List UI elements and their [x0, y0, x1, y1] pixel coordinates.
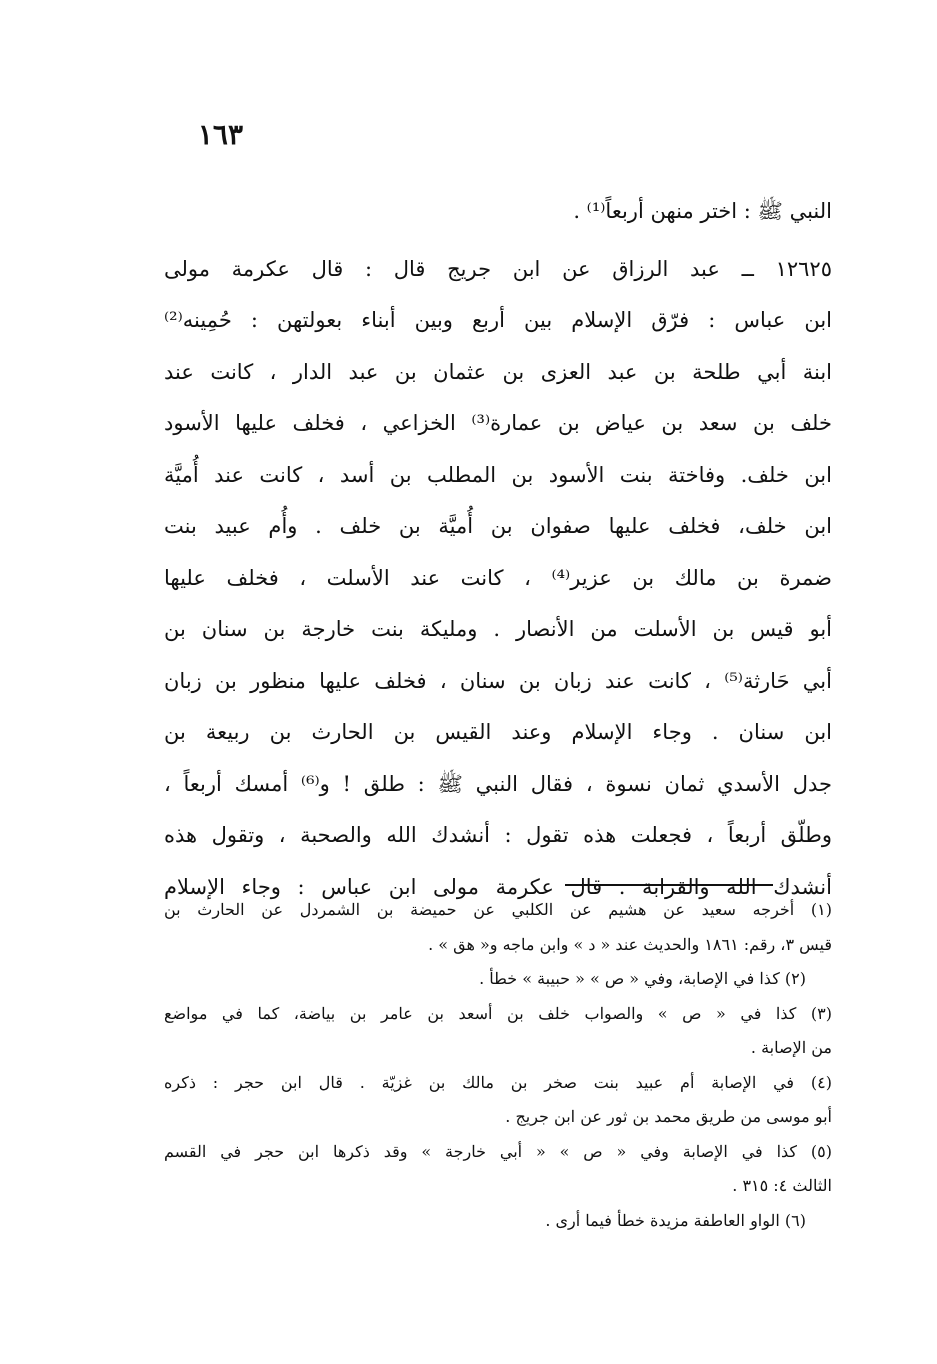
footnote-line: أبو موسى من طريق محمد بن ثور عن ابن جريج . — [505, 1107, 832, 1126]
text-line: خلف بن سعد بن عياض بن عمارة⁽³⁾ الخزاعي ، فخلف عليها الأسود — [164, 411, 832, 435]
text-line: ابنة أبي طلحة بن عبد العزى بن عثمان بن عبد الدار ، كانت عند — [164, 359, 832, 384]
footnote-3 — [164, 997, 832, 1066]
text-line: ابن سنان . وجاء الإسلام وعند القيس بن الحارث بن ربيعة بن — [164, 720, 832, 744]
footnotes-block — [164, 893, 832, 1238]
footnote-divider — [565, 884, 773, 886]
text-line: ضمرة بن مالك بن عزير⁽⁴⁾ ، كانت عند الأسلت ، فخلف عليها — [164, 565, 832, 590]
footnote-4 — [164, 1066, 832, 1135]
text-line: وطلّق أربعاً ، فجعلت هذه تقول : أنشدك الله والصحبة ، وتقول هذه — [164, 823, 832, 847]
text-line: ابن عباس : فرّق الإسلام بين أربع وبين أبناء بعولتهن : حُمِينه⁽²⁾ — [164, 308, 832, 332]
footnote-5 — [164, 1135, 832, 1204]
footnote-line: (٣) كذا في « ص » والصواب خلف بن أسعد بن عامر بن بياضة، كما في مواضع — [164, 1003, 832, 1023]
text-line: ابن خلف، فخلف عليها صفوان بن أُميَّة بن خلف . وأُم عبيد بنت — [164, 514, 832, 538]
footnote-line: من الإصابة . — [750, 1038, 832, 1057]
footnote-line: الثالث ٤: ٣١٥ . — [732, 1176, 832, 1195]
page-number: ١٦٣ — [197, 118, 243, 151]
text-line: أبو قيس بن الأسلت من الأنصار . ومليكة بنت خارجة بن سنان بن — [164, 617, 832, 641]
footnote-line: (١) أخرجه سعيد عن هشيم عن الكلبي عن حميضة بن الشمردل عن الحارث بن — [164, 900, 832, 919]
footnote-line: قيس ٣، رقم: ١٨٦١ والحديث عند « د » وابن ماجه و« هق » . — [428, 934, 832, 954]
text-line: جدل الأسدي ثمان نسوة ، فقال النبي ﷺ : طلق ! و⁽⁶⁾ أمسك أربعاً ، — [164, 771, 832, 796]
text-line: ابن خلف. وفاختة بنت الأسود بن المطلب بن أسد ، كانت عند أُميَّة — [164, 462, 832, 487]
text-line: أنشدك الله والقرابة . قال عكرمة مولى ابن عباس : وجاء الإسلام — [164, 874, 832, 899]
footnote-2 — [164, 962, 832, 997]
footnote-line: (٤) في الإصابة أم عبيد بنت صخر بن مالك بن غزيّة . قال ابن حجر : ذكره — [164, 1072, 832, 1092]
footnote-line: (٥) كذا في الإصابة وفي « ص » « أبي خارجة » وقد ذكرها ابن حجر في القسم — [164, 1141, 832, 1161]
footnote-line: (٦) الواو العاطفة مزيدة خطأ فيما أرى . — [545, 1210, 806, 1230]
footnote-1 — [164, 893, 832, 962]
main-text-block — [164, 186, 832, 913]
text-line: النبي ﷺ : اختر منهن أربعاً⁽¹⁾ . — [573, 199, 832, 223]
footnote-6 — [164, 1204, 832, 1239]
text-line: ١٢٦٢٥ ــ عبد الرزاق عن ابن جريج قال : قال عكرمة مولى — [164, 256, 832, 281]
text-line: أبي حَارثة⁽⁵⁾ ، كانت عند زبان بن سنان ، فخلف عليها منظور بن زبان — [164, 668, 832, 693]
footnote-line: (٢) كذا في الإصابة، وفي « ص » « حبيبة » خطأ . — [479, 969, 806, 988]
